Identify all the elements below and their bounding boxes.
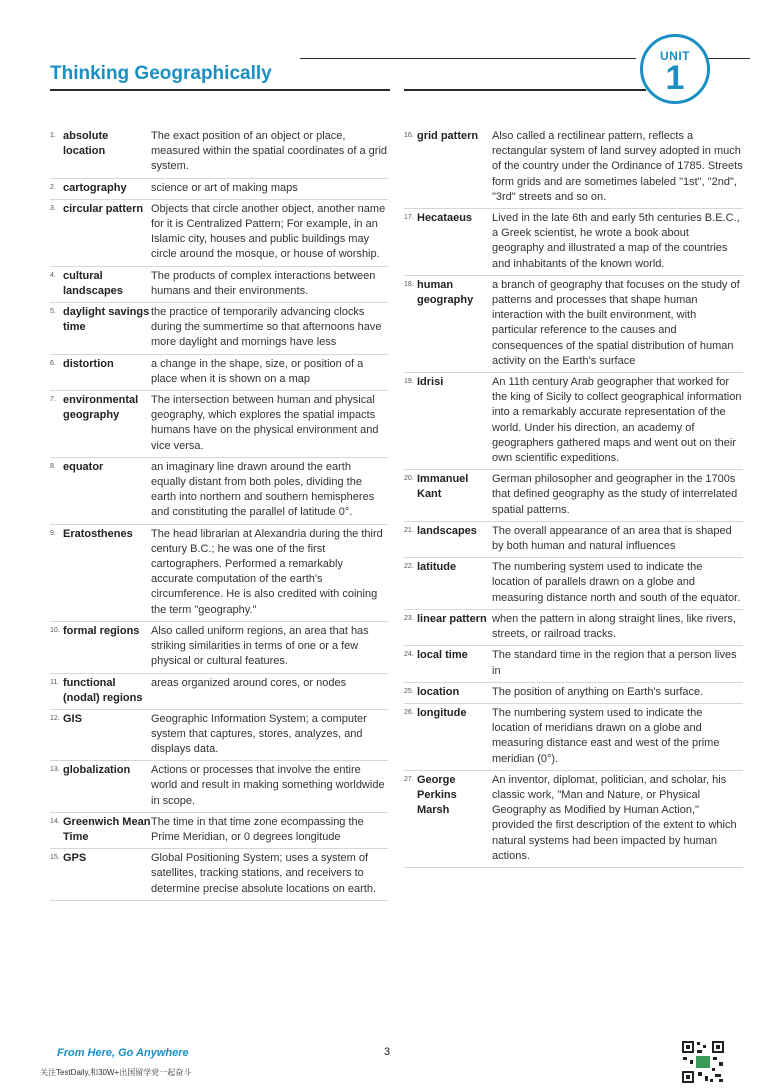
entry-definition: The intersection between human and physical geography, which explores the spatial impacts humans have on the physical environment and vice versa.: [151, 394, 379, 452]
glossary-entry: [404, 771, 743, 868]
glossary-entry: [50, 622, 388, 674]
entry-definition: Global Positioning System; uses a system of satellites, tracking stations, and receivers to determine precise absolute locations on earth.: [151, 852, 377, 895]
entry-definition: Lived in the late 6th and early 5th centuries B.E.C., a Greek scientist, he wrote a book about geography and illustrated a map of the countries and inhabitants of the known world.: [492, 212, 740, 270]
entry-definition: The overall appearance of an area that is shaped by both human and natural influences: [492, 524, 732, 553]
entry-term: environmental geography: [63, 394, 139, 422]
entry-term: George Perkins Marsh: [417, 773, 457, 816]
header-rule: [300, 58, 636, 59]
entry-number: 6.: [50, 359, 56, 367]
title-underline: [50, 89, 390, 91]
glossary-entry: [50, 813, 388, 849]
page-title: Thinking Geographically: [50, 63, 272, 84]
entry-definition: Geographic Information System; a computer system that captures, stores, analyzes, and displays data.: [151, 712, 367, 755]
glossary-right-column: [404, 127, 743, 868]
glossary-entry: [404, 209, 743, 276]
glossary-entry: [50, 303, 388, 355]
entry-number: 2.: [50, 183, 56, 191]
glossary-entry: [404, 276, 743, 373]
glossary-entry: [404, 522, 743, 558]
entry-definition: The numbering system used to indicate the location of parallels drawn on a globe and measuring distance north and south of the equator.: [492, 561, 741, 604]
footer-note: 关注TestDaily,和30W+出国留学党一起奋斗: [40, 1068, 192, 1077]
entry-term: local time: [417, 649, 468, 662]
entry-definition: Also called uniform regions, an area that has striking similarities in terms of one or a few physical or cultural features.: [151, 624, 369, 668]
entry-term: linear pattern: [417, 612, 487, 625]
entry-definition: Also called a rectilinear pattern, reflects a rectangular system of land survey adopted in much of the country under the Ordinance of 1785. Streets form grids and are sometimes labeled "1st", "2nd", "3rd" streets and so on.: [492, 130, 743, 203]
entry-definition: The position of anything on Earth's surface.: [492, 685, 704, 698]
entry-number: 26.: [404, 708, 414, 716]
header-rule-end: [708, 58, 750, 59]
entry-number: 11.: [50, 678, 60, 686]
entry-number: 8.: [50, 462, 56, 470]
glossary-entry: [50, 458, 388, 525]
unit-badge: [640, 34, 710, 104]
entry-number: 23.: [404, 614, 414, 622]
entry-definition: The head librarian at Alexandria during the third century B.C.; he was one of the first cartographers. Performed a remarkably accurate computation of the earth's circumference. He is also credited with coining the term "geography.": [151, 527, 383, 616]
page-number: 3: [384, 1046, 391, 1058]
entry-term: Immanuel Kant: [417, 473, 469, 501]
entry-definition: Actions or processes that involve the entire world and result in making something worldwide in scope.: [151, 764, 385, 807]
footer-tagline: From Here, Go Anywhere: [57, 1047, 189, 1059]
glossary-entry: [50, 710, 388, 762]
entry-definition: an imaginary line drawn around the earth equally distant from both poles, dividing the earth into northern and southern hemispheres and constituting the parallel of latitude 0°.: [151, 460, 375, 519]
entry-definition: The time in that time zone ecompassing the Prime Meridian, or 0 degrees longitude: [151, 815, 364, 843]
entry-number: 15.: [50, 854, 60, 862]
entry-term: landscapes: [417, 524, 477, 537]
entry-definition: Objects that circle another object, another name for it is Centralized Pattern; For example, in an Islamic city, houses and public buildings may circle around the mosque, or house of worship.: [151, 202, 386, 261]
glossary-entry: [404, 558, 743, 610]
entry-definition: German philosopher and geographer in the 1700s that defined geography as the study of interrelated spatial patterns.: [492, 473, 738, 516]
entry-term: globalization: [63, 764, 131, 777]
entry-number: 4.: [50, 271, 56, 279]
entry-number: 21.: [404, 526, 414, 534]
entry-number: 1.: [50, 132, 56, 139]
entry-term: distortion: [63, 357, 114, 370]
entry-term: Greenwich Mean Time: [63, 815, 151, 843]
entry-number: 9.: [50, 529, 56, 537]
entry-definition: An inventor, diplomat, politician, and scholar, his classic work, "Man and Nature, or Physical Geography as Modified by Human Action," provided the first description of the extent to which natural systems had been impacted by human actions.: [492, 773, 737, 862]
unit-label: UNIT: [660, 49, 690, 63]
entry-number: 25.: [404, 687, 414, 695]
glossary-entry: [50, 355, 388, 391]
entry-term: longitude: [417, 706, 467, 719]
entry-definition: a change in the shape, size, or position of a place when it is shown on a map: [151, 357, 364, 385]
glossary-entry: [50, 200, 388, 267]
entry-number: 20.: [404, 475, 414, 483]
entry-number: 16.: [404, 132, 414, 139]
glossary-entry: [404, 373, 743, 470]
entry-term: equator: [63, 460, 104, 473]
entry-term: cultural landscapes: [63, 269, 123, 297]
entry-term: GIS: [63, 712, 82, 725]
entry-definition: areas organized around cores, or nodes: [151, 676, 347, 689]
entry-term: location: [417, 685, 460, 698]
glossary-entry: [404, 704, 743, 771]
entry-number: 22.: [404, 563, 414, 571]
entry-number: 7.: [50, 396, 56, 404]
entry-term: daylight savings time: [63, 306, 150, 334]
entry-term: functional (nodal) regions: [63, 676, 143, 704]
entry-term: formal regions: [63, 624, 140, 637]
glossary-left-column: [50, 127, 388, 901]
entry-term: Eratosthenes: [63, 527, 133, 540]
entry-number: 27.: [404, 775, 414, 783]
glossary-entry: [50, 127, 388, 179]
glossary-entry: [404, 127, 743, 209]
entry-term: grid pattern: [417, 130, 479, 142]
glossary-entry: [50, 849, 388, 901]
entry-term: absolute location: [63, 130, 109, 157]
glossary-entry: [50, 761, 388, 813]
glossary-entry: [404, 610, 743, 646]
glossary-entry: [50, 179, 388, 200]
entry-term: Hecataeus: [417, 212, 473, 225]
glossary-entry: [404, 470, 743, 522]
entry-term: human geography: [417, 278, 474, 306]
glossary-entry: [50, 267, 388, 303]
entry-term: latitude: [417, 561, 457, 574]
glossary-entry: [50, 674, 388, 710]
entry-definition: The numbering system used to indicate the location of meridians drawn on a globe and measuring distance east and west of the prime meridian (0°).: [492, 706, 720, 765]
qr-code-icon: [681, 1040, 725, 1084]
entry-definition: science or art of making maps: [151, 181, 298, 194]
entry-definition: An 11th century Arab geographer that worked for the king of Sicily to collect geographical information into a remarkably accurate representation of the world. Under his direction, an academy of geographers gathered maps and went out on their own scientific expeditions.: [492, 376, 742, 465]
entry-term: Idrisi: [417, 376, 444, 389]
entry-definition: The products of complex interactions between humans and their environments.: [151, 269, 376, 297]
glossary-entry: [50, 391, 388, 458]
entry-definition: The standard time in the region that a person lives in: [492, 649, 737, 677]
title-underline-right: [404, 89, 646, 91]
glossary-entry: [50, 525, 388, 622]
entry-number: 17.: [404, 214, 414, 222]
entry-term: circular pattern: [63, 202, 144, 215]
entry-number: 14.: [50, 817, 60, 825]
entry-number: 3.: [50, 204, 56, 212]
entry-definition: when the pattern in along straight lines, like rivers, streets, or railroad tracks.: [492, 612, 736, 641]
glossary-entry: [404, 683, 743, 704]
entry-number: 12.: [50, 714, 60, 722]
entry-definition: The exact position of an object or place, measured within the spatial coordinates of a grid system.: [151, 130, 388, 173]
entry-definition: the practice of temporarily advancing clocks during the summertime so that afternoons have more daylight and mornings have less: [151, 306, 382, 349]
entry-number: 19.: [404, 378, 414, 386]
unit-number: 1: [665, 59, 685, 97]
entry-term: GPS: [63, 852, 87, 865]
entry-number: 13.: [50, 766, 60, 774]
entry-definition: a branch of geography that focuses on the study of patterns and processes that shape human interaction with the built environment, with particular reference to the causes and consequences of the spatial distribution of human activity on the Earth's surface: [492, 278, 740, 367]
entry-term: cartography: [63, 181, 127, 194]
entry-number: 18.: [404, 280, 414, 288]
glossary-entry: [404, 646, 743, 682]
entry-number: 5.: [50, 308, 56, 316]
entry-number: 10.: [50, 626, 60, 634]
entry-number: 24.: [404, 651, 414, 659]
